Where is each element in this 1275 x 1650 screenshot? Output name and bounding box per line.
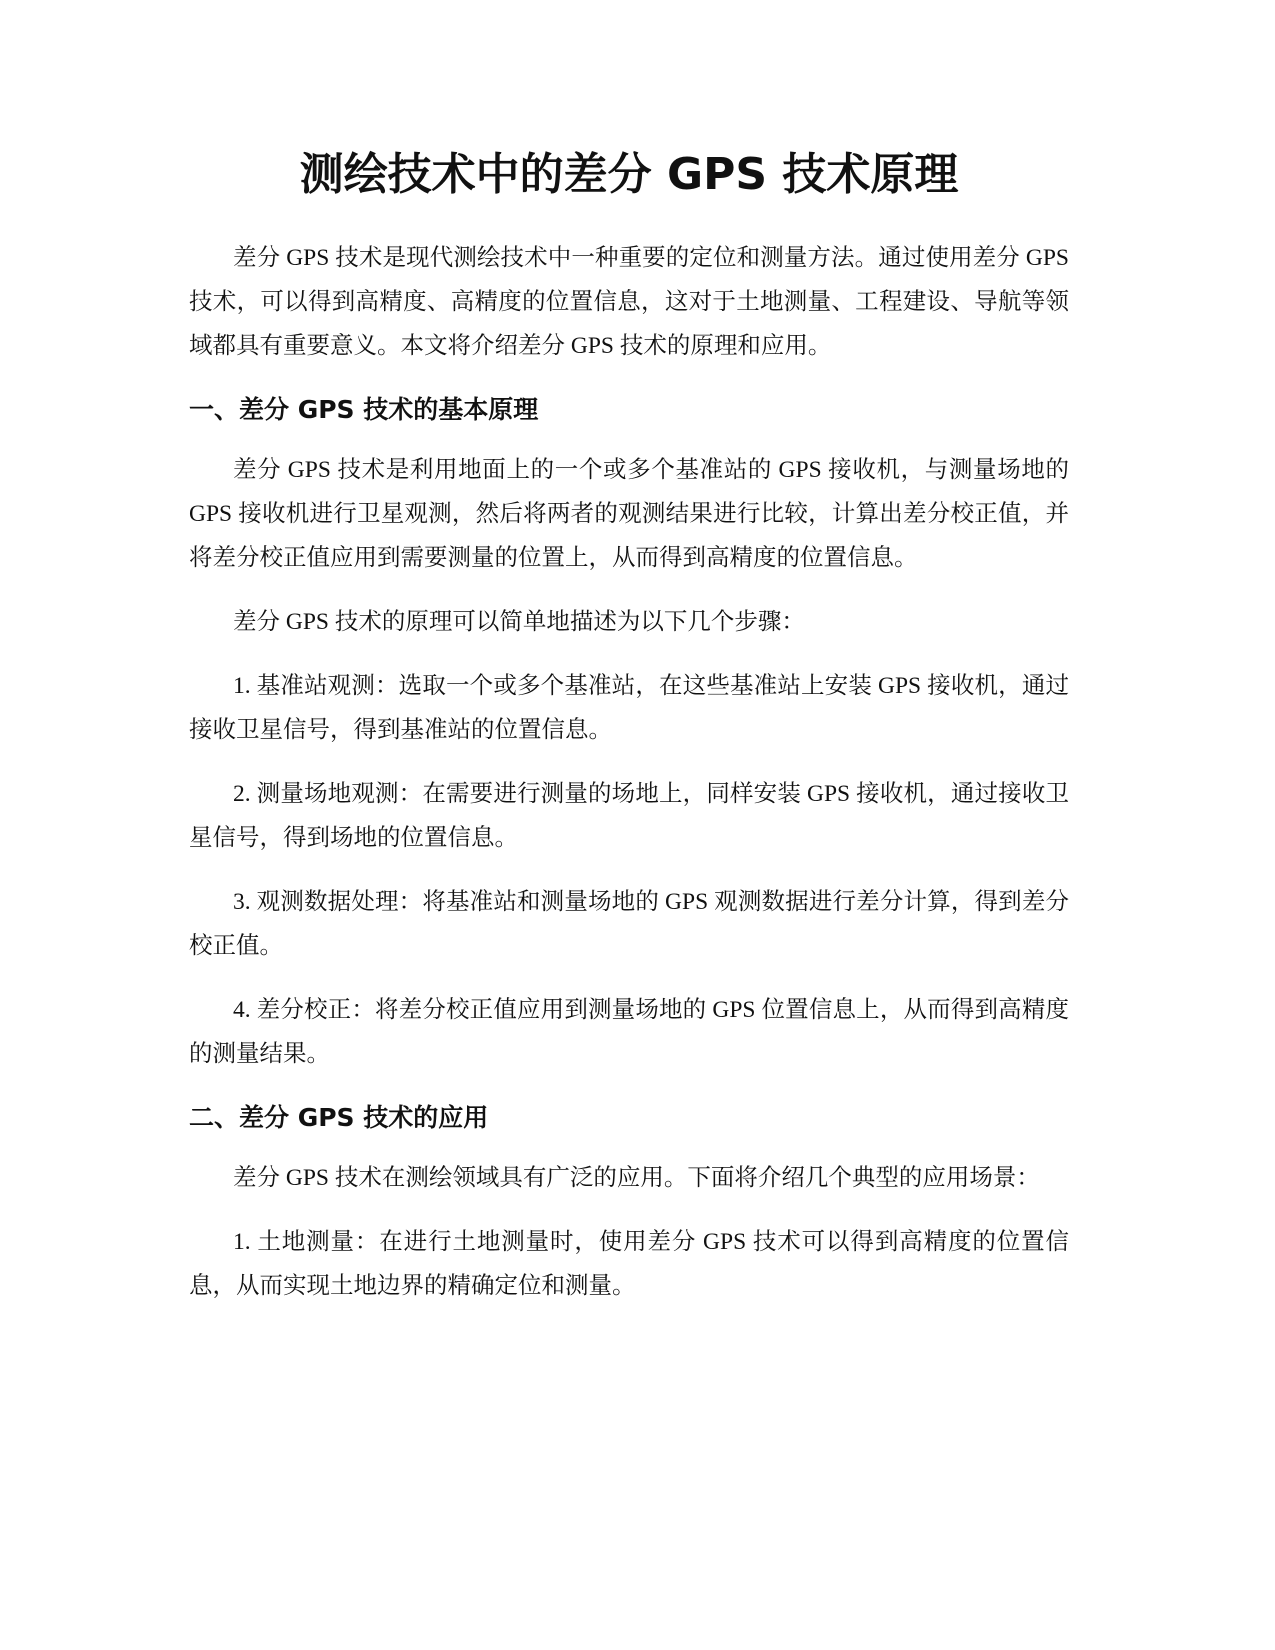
step-item: 2. 测量场地观测：在需要进行测量的场地上，同样安装 GPS 接收机，通过接收卫星信号，得到场地的位置信息。 [189,781,1069,851]
applications-intro-paragraph: 差分 GPS 技术在测绘领域具有广泛的应用。下面将介绍几个典型的应用场景： [233,1165,1040,1191]
steps-intro-paragraph: 差分 GPS 技术的原理可以简单地描述为以下几个步骤： [233,609,805,635]
intro-paragraph: 差分 GPS 技术是现代测绘技术中一种重要的定位和测量方法。通过使用差分 GPS 技术，可以得到高精度、高精度的位置信息，这对于土地测量、工程建设、导航等领域都具有重要意义。本文将介绍差分 GPS 技术的原理和应用。 [189,245,1069,359]
principle-paragraph: 差分 GPS 技术是利用地面上的一个或多个基准站的 GPS 接收机，与测量场地的 GPS 接收机进行卫星观测，然后将两者的观测结果进行比较，计算出差分校正值，并将差分校正值应用到需要测量的位置上，从而得到高精度的位置信息。 [189,457,1069,571]
section-heading-principles: 一、差分 GPS 技术的基本原理 [189,395,539,424]
document-body [189,140,1069,1328]
application-item: 1. 土地测量：在进行土地测量时，使用差分 GPS 技术可以得到高精度的位置信息，从而实现土地边界的精确定位和测量。 [189,1229,1069,1299]
section-heading-applications: 二、差分 GPS 技术的应用 [189,1103,489,1132]
document-title: 测绘技术中的差分 GPS 技术原理 [299,149,959,200]
step-item: 3. 观测数据处理：将基准站和测量场地的 GPS 观测数据进行差分计算，得到差分校正值。 [189,889,1069,959]
step-item: 1. 基准站观测：选取一个或多个基准站，在这些基准站上安装 GPS 接收机，通过接收卫星信号，得到基准站的位置信息。 [189,673,1069,743]
step-item: 4. 差分校正：将差分校正值应用到测量场地的 GPS 位置信息上，从而得到高精度的测量结果。 [189,997,1069,1067]
